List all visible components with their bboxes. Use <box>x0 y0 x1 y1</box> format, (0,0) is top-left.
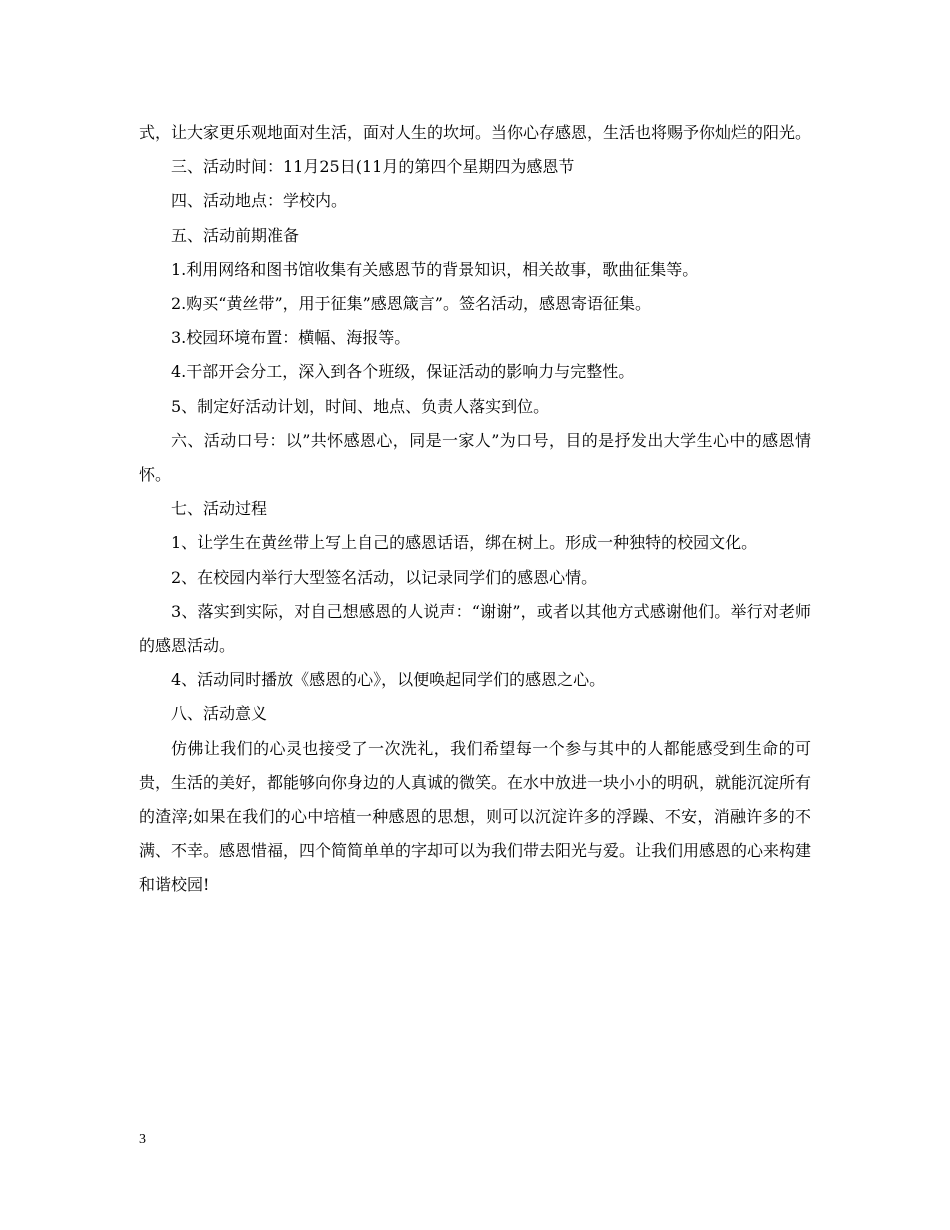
paragraph-11: 七、活动过程 <box>171 499 268 519</box>
paragraph-16: 八、活动意义 <box>171 704 268 724</box>
paragraph-14: 3、落实到实际，对自己想感恩的人说声：“谢谢”，或者以其他方式感谢他们。举行对老师的感恩活动。 <box>139 601 811 656</box>
paragraph-9: 5、制定好活动计划，时间、地点、负责人落实到位。 <box>171 396 550 416</box>
paragraph-3: 四、活动地点：学校内。 <box>171 191 348 211</box>
paragraph-10: 六、活动口号：以”共怀感恩心，同是一家人”为口号，目的是抒发出大学生心中的感恩情怀。 <box>139 430 811 485</box>
paragraph-8: 4.干部开会分工，深入到各个班级，保证活动的影响力与完整性。 <box>171 362 635 382</box>
paragraph-17: 仿佛让我们的心灵也接受了一次洗礼，我们希望每一个参与其中的人都能感受到生命的可贵，生活的美好，都能够向你身边的人真诚的微笑。在水中放进一块小小的明矾，就能沉淀所有的渣滓;如果在我们的心中培植一种感恩的思想，则可以沉淀许多的浮躁、不安，消融许多的不满、不幸。感恩惜福，四个简简单单的字却可以为我们带去阳光与爱。让我们用感恩的心来构建和谐校园! <box>139 738 812 895</box>
document-body <box>139 116 811 903</box>
paragraph-12: 1、让学生在黄丝带上写上自己的感恩话语，绑在树上。形成一种独特的校园文化。 <box>171 533 758 553</box>
paragraph-6: 2.购买“黄丝带”，用于征集”感恩箴言”。签名活动，感恩寄语征集。 <box>171 294 651 314</box>
paragraph-4: 五、活动前期准备 <box>171 225 300 245</box>
paragraph-5: 1.利用网络和图书馆收集有关感恩节的背景知识，相关故事，歌曲征集等。 <box>171 259 699 279</box>
page-number: 3 <box>139 1132 146 1147</box>
paragraph-7: 3.校园环境布置：横幅、海报等。 <box>171 328 411 348</box>
paragraph-13: 2、在校园内举行大型签名活动，以记录同学们的感恩心情。 <box>171 567 598 587</box>
paragraph-1: 式，让大家更乐观地面对生活，面对人生的坎坷。当你心存感恩，生活也将赐予你灿烂的阳光。 <box>139 123 812 142</box>
paragraph-2: 三、活动时间：11月25日(11月的第四个星期四为感恩节 <box>171 157 575 177</box>
paragraph-15: 4、活动同时播放《感恩的心》，以便唤起同学们的感恩之心。 <box>171 670 606 690</box>
